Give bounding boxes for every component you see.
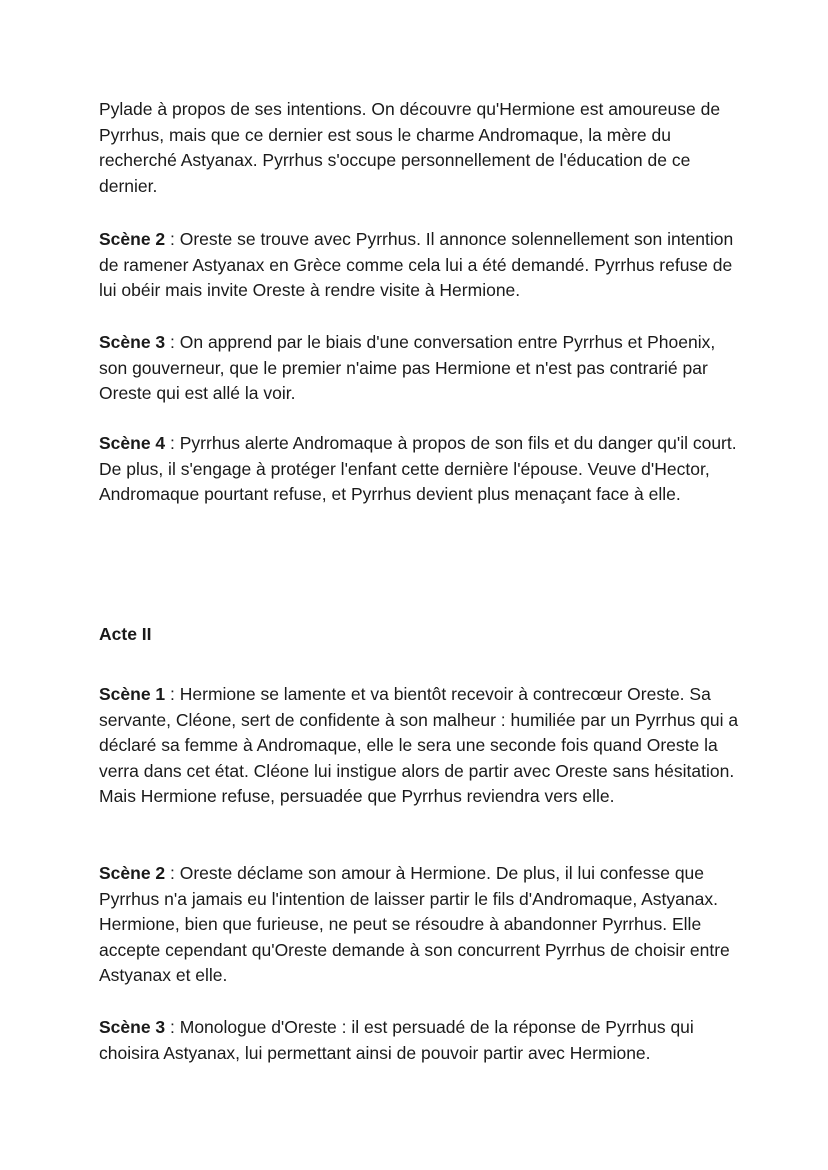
- paragraph-text: : Oreste déclame son amour à Hermione. De plus, il lui confesse que Pyrrhus n'a jamais eu l'intention de laisser partir le fils d'Andromaque, Astyanax. Hermione, bien que furieuse, ne peut se résoudre à abandonner Pyrrhus. Elle accepte cependant qu'Oreste demande à son concurrent Pyrrhus de choisir entre Astyanax et elle.: [99, 863, 730, 986]
- scene-label: Scène 2: [99, 863, 166, 883]
- paragraph-acte2-scene1: [99, 682, 739, 810]
- paragraph-text: : Pyrrhus alerte Andromaque à propos de son fils et du danger qu'il court. De plus, il s'engage à protéger l'enfant cette dernière l'épouse. Veuve d'Hector, Andromaque pourtant refuse, et Pyrrhus devient plus menaçant face à elle.: [99, 433, 737, 505]
- paragraph-text: : Oreste se trouve avec Pyrrhus. Il annonce solennellement son intention de ramener Astyanax en Grèce comme cela lui a été demandé. Pyrrhus refuse de lui obéir mais invite Oreste à rendre visite à Hermione.: [99, 229, 734, 301]
- act-heading: [99, 622, 739, 648]
- act-title: Acte II: [99, 624, 152, 644]
- paragraph-text: : On apprend par le biais d'une conversation entre Pyrrhus et Phoenix, son gouverneur, que le premier n'aime pas Hermione et n'est pas contrarié par Oreste qui est allé la voir.: [99, 332, 716, 404]
- paragraph-intro-continuation: [99, 97, 739, 199]
- scene-label: Scène 3: [99, 1017, 166, 1037]
- paragraph-text: : Monologue d'Oreste : il est persuadé de la réponse de Pyrrhus qui choisira Astyanax, lui permettant ainsi de pouvoir partir avec Hermione.: [99, 1017, 694, 1063]
- paragraph-text: : Hermione se lamente et va bientôt recevoir à contrecœur Oreste. Sa servante, Cléone, sert de confidente à son malheur : humiliée par un Pyrrhus qui a déclaré sa femme à Andromaque, elle le sera une seconde fois quand Oreste la verra dans cet état. Cléone lui instigue alors de partir avec Oreste sans hésitation. Mais Hermione refuse, persuadée que Pyrrhus reviendra vers elle.: [99, 684, 739, 807]
- paragraph-acte1-scene4: [99, 431, 739, 508]
- scene-label: Scène 4: [99, 433, 166, 453]
- paragraph-text: Pylade à propos de ses intentions. On découvre qu'Hermione est amoureuse de Pyrrhus, mais que ce dernier est sous le charme Andromaque, la mère du recherché Astyanax. Pyrrhus s'occupe personnellement de l'éducation de ce dernier.: [99, 99, 721, 196]
- scene-label: Scène 1: [99, 684, 166, 704]
- paragraph-acte2-scene3: [99, 1015, 739, 1066]
- paragraph-acte1-scene2: [99, 227, 739, 304]
- paragraph-acte1-scene3: [99, 330, 739, 407]
- scene-label: Scène 3: [99, 332, 166, 352]
- paragraph-acte2-scene2: [99, 861, 739, 989]
- scene-label: Scène 2: [99, 229, 166, 249]
